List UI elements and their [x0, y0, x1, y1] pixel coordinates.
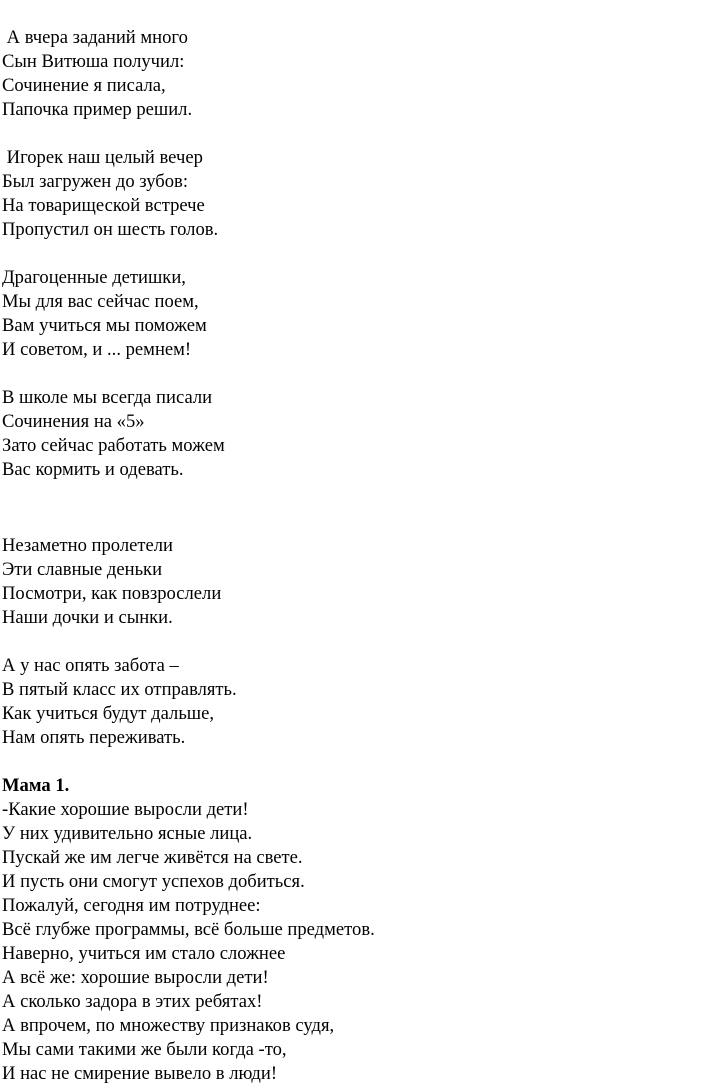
poem-line: Сочинения на «5» [2, 411, 145, 432]
poem-line: Сын Витюша получил: [2, 51, 185, 72]
speech-line: Пускай же им легче живётся на свете. [2, 847, 303, 868]
speech-line: А всё же: хорошие выросли дети! [2, 967, 269, 988]
poem-line: Зато сейчас работать можем [2, 435, 225, 456]
poem-line: Вас кормить и одевать. [2, 459, 184, 480]
speaker-heading: Мама 1. [2, 775, 70, 796]
speech-line: И нас не смирение вывело в люди! [2, 1063, 278, 1084]
poem-line: А у нас опять забота – [2, 655, 179, 676]
poem-line: Незаметно пролетели [2, 535, 173, 556]
poem-line: Игорек наш целый вечер [2, 147, 203, 168]
speech-line: У них удивительно ясные лица. [2, 823, 253, 844]
speech-line: -Какие хорошие выросли дети! [2, 799, 249, 820]
poem-line: Посмотри, как повзрослели [2, 583, 222, 604]
poem-line: Как учиться будут дальше, [2, 703, 215, 724]
poem-line: Сочинение я писала, [2, 75, 166, 96]
poem-line: Наши дочки и сынки. [2, 607, 173, 628]
poem-line: Мы для вас сейчас поем, [2, 291, 199, 312]
poem-line: А вчера заданий много [2, 27, 188, 48]
poem-line: В школе мы всегда писали [2, 387, 213, 408]
poem-line: Нам опять переживать. [2, 727, 186, 748]
poem-line: Папочка пример решил. [2, 99, 193, 120]
speech-line: А впрочем, по множеству признаков судя, [2, 1015, 335, 1036]
poem-line: В пятый класс их отправлять. [2, 679, 237, 700]
poem-line: Вам учиться мы поможем [2, 315, 207, 336]
speech-line: Наверно, учиться им стало сложнее [2, 943, 286, 964]
poem-line: Был загружен до зубов: [2, 171, 188, 192]
speech-line: Мы сами такими же были когда -то, [2, 1039, 287, 1060]
poem-line: Пропустил он шесть голов. [2, 219, 219, 240]
speech-line: Всё глубже программы, всё больше предметов. [2, 919, 375, 940]
poem-line: На товарищеской встрече [2, 195, 205, 216]
poem-line: И советом, и ... ремнем! [2, 339, 192, 360]
speech-line: И пусть они смогут успехов добиться. [2, 871, 305, 892]
speech-line: А сколько задора в этих ребятах! [2, 991, 263, 1012]
poem-line: Эти славные деньки [2, 559, 163, 580]
poem-line: Драгоценные детишки, [2, 267, 186, 288]
speech-line: Пожалуй, сегодня им потруднее: [2, 895, 261, 916]
